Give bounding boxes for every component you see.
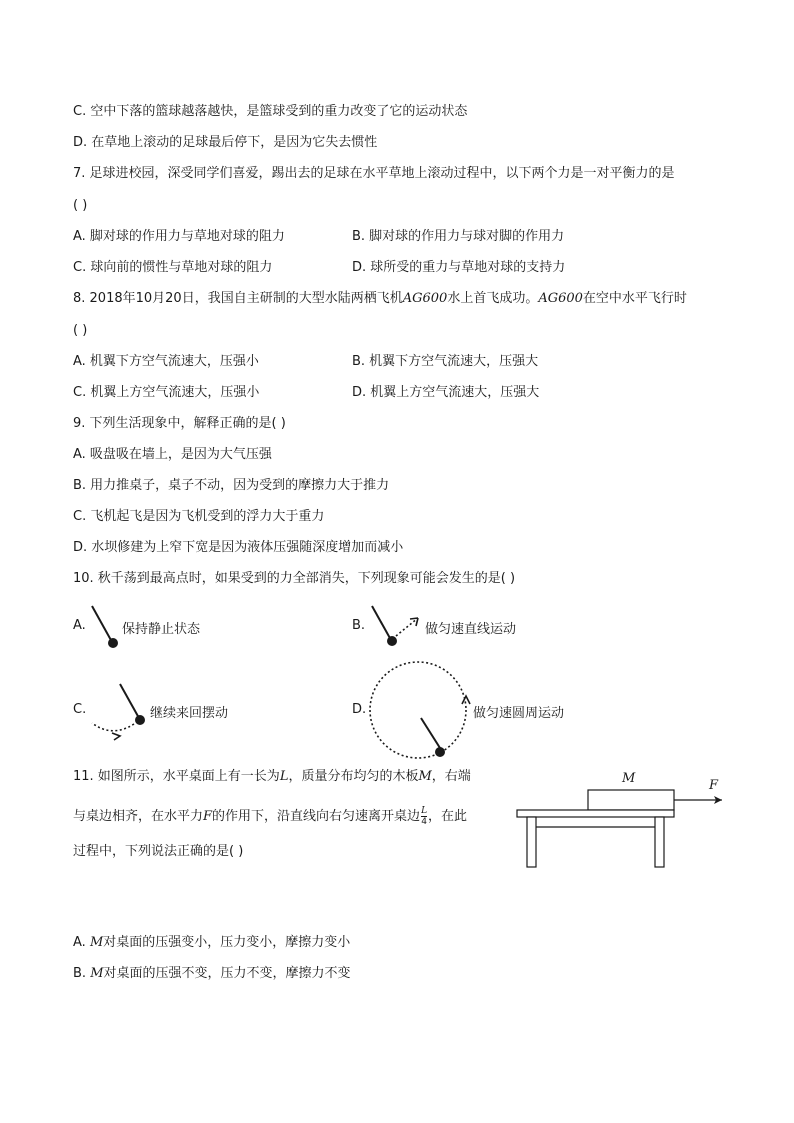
q9-stem: 9. 下列生活现象中，解释正确的是( ) (73, 416, 286, 431)
q7-option-b: B. 脚对球的作用力与球对脚的作用力 (352, 229, 565, 244)
q11-stem2-part1: 与桌边相齐，在水平力 (73, 809, 204, 824)
q10-option-c-text: 继续来回摆动 (150, 706, 229, 721)
q7-stem: 7. 足球进校园，深受同学们喜爱，踢出去的足球在水平草地上滚动过程中，以下两个力是一对平衡力的是 (73, 166, 675, 181)
q8-stem-part1: 8. 2018年10月20日，我国自主研制的大型水陆两栖飞机 (73, 291, 403, 306)
q11-option-a (73, 934, 350, 952)
q9-option-d: D. 水坝修建为上窄下宽是因为液体压强随深度增加而减小 (73, 540, 404, 555)
q8-stem-part2: 水上首飞成功。 (447, 291, 539, 306)
q11-option-b (73, 965, 351, 983)
q11-var-l: L (279, 769, 289, 784)
q7-option-c: C. 球向前的惯性与草地对球的阻力 (73, 260, 273, 275)
q10-option-a-text: 保持静止状态 (122, 622, 201, 637)
q7-paren: ( ) (73, 198, 88, 213)
q11-option-a-text: 对桌面的压强变小，压力变小，摩擦力变小 (103, 935, 351, 950)
q11-option-b-letter: B. (73, 966, 87, 981)
q8-stem-part3: 在空中水平飞行时 (582, 291, 687, 306)
q9-option-b: B. 用力推桌子，桌子不动，因为受到的摩擦力大于推力 (73, 478, 390, 493)
q11-stem1-part1: 11. 如图所示，水平桌面上有一长为 (73, 769, 280, 784)
q11-stem2-part3: ，在此 (428, 809, 468, 824)
q9-option-a: A. 吸盘吸在墙上，是因为大气压强 (73, 447, 272, 462)
q7-option-d: D. 球所受的重力与草地对球的支持力 (352, 260, 566, 275)
q8-option-d: D. 机翼上方空气流速大，压强大 (352, 385, 540, 400)
q11-fraction-denominator: 4 (421, 817, 427, 827)
q11-option-b-var: M (90, 966, 104, 981)
q6-option-c: C. 空中下落的篮球越落越快，是篮球受到的重力改变了它的运动状态 (73, 104, 468, 119)
q10-option-b-text: 做匀速直线运动 (425, 622, 517, 637)
q8-option-a: A. 机翼下方空气流速大，压强小 (73, 354, 259, 369)
q11-var-f: F (203, 809, 213, 824)
q11-stem-line3: 过程中，下列说法正确的是( ) (73, 844, 244, 859)
q10-stem: 10. 秋千荡到最高点时，如果受到的力全部消失，下列现象可能会发生的是( ) (73, 571, 516, 586)
q7-option-a: A. 脚对球的作用力与草地对球的阻力 (73, 229, 285, 244)
q11-fraction-numerator: L (421, 806, 428, 816)
q11-stem1-part3: ，右端 (431, 769, 471, 784)
q11-option-a-letter: A. (73, 935, 86, 950)
q10-option-c-letter: C. (73, 702, 87, 717)
q11-figure-label-m: M (622, 771, 636, 786)
q10-option-a-letter: A. (73, 618, 86, 633)
q11-option-a-var: M (89, 935, 104, 950)
q8-option-c: C. 机翼上方空气流速大，压强小 (73, 385, 260, 400)
q8-paren: ( ) (73, 323, 88, 338)
q11-option-b-text: 对桌面的压强不变，压力不变，摩擦力不变 (103, 966, 351, 981)
q11-stem2-part2: 的作用下，沿直线向右匀速离开桌边 (212, 809, 421, 824)
q8-option-b: B. 机翼下方空气流速大，压强大 (352, 354, 539, 369)
q11-var-m: M (418, 769, 432, 784)
q10-option-d-letter: D. (352, 702, 367, 717)
q6-option-d: D. 在草地上滚动的足球最后停下，是因为它失去惯性 (73, 135, 378, 150)
q10-option-b-letter: B. (352, 618, 366, 633)
q9-option-c: C. 飞机起飞是因为飞机受到的浮力大于重力 (73, 509, 325, 524)
q8-aircraft-name-2: AG600 (538, 291, 583, 306)
q10-option-d-text: 做匀速圆周运动 (473, 706, 565, 721)
q8-aircraft-name-1: AG600 (402, 291, 448, 306)
q11-figure-label-f: F (709, 778, 719, 793)
q11-stem1-part2: ，质量分布均匀的木板 (288, 769, 419, 784)
